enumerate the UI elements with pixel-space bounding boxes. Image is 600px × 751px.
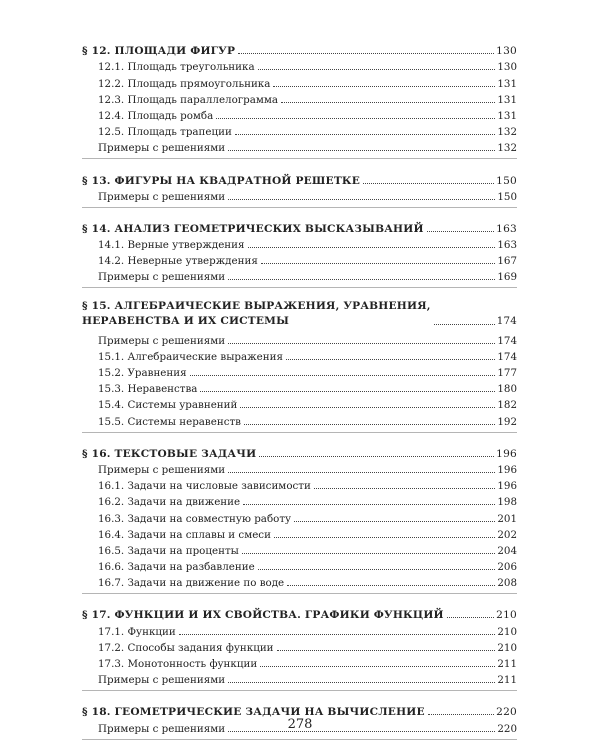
toc-section-17 bbox=[82, 605, 517, 691]
dot-leader bbox=[261, 263, 496, 264]
toc-entry bbox=[82, 379, 517, 395]
toc-entry bbox=[82, 654, 517, 670]
toc-section-16 bbox=[82, 444, 517, 595]
toc-page-number: 196 bbox=[497, 480, 517, 493]
toc-page-number: 169 bbox=[497, 271, 517, 284]
toc-section-14 bbox=[82, 219, 517, 289]
toc-heading-text: § 12. ПЛОЩАДИ ФИГУР bbox=[82, 45, 236, 58]
toc-entry-text: Примеры с решениями bbox=[98, 674, 226, 687]
toc-entry-text: 12.5. Площадь трапеции bbox=[98, 126, 232, 139]
toc-page-number: 167 bbox=[497, 255, 517, 268]
dot-leader bbox=[228, 472, 495, 473]
dot-leader bbox=[228, 343, 495, 344]
toc-page-number: 198 bbox=[497, 496, 517, 509]
toc-entry-text: 15.3. Неравенства bbox=[98, 383, 198, 396]
toc-page-number: 177 bbox=[497, 367, 517, 379]
dot-leader bbox=[243, 504, 495, 505]
toc-entry bbox=[82, 508, 517, 524]
dot-leader bbox=[228, 279, 495, 280]
dot-leader bbox=[190, 375, 496, 376]
dot-leader bbox=[286, 359, 495, 360]
toc-entry bbox=[82, 395, 517, 411]
toc-entry bbox=[82, 330, 517, 346]
toc-heading-text: § 17. ФУНКЦИИ И ИХ СВОЙСТВА. ГРАФИКИ ФУНКЦИЙ bbox=[82, 609, 444, 622]
toc-entry-text: 15.1. Алгебраические выражения bbox=[98, 350, 283, 363]
dot-leader bbox=[248, 247, 496, 248]
toc-entry-text: Примеры с решениями bbox=[98, 142, 226, 155]
toc-page-number: 206 bbox=[497, 561, 517, 574]
toc-entry bbox=[82, 460, 517, 476]
dot-leader bbox=[258, 69, 496, 70]
dot-leader bbox=[314, 488, 496, 489]
toc-entry-text: 15.5. Системы неравенств bbox=[98, 415, 241, 428]
toc-page-number: 211 bbox=[497, 658, 517, 670]
toc-page-number: 220 bbox=[496, 706, 517, 719]
toc-heading-text: § 14. АНАЛИЗ ГЕОМЕТРИЧЕСКИХ ВЫСКАЗЫВАНИЙ bbox=[82, 222, 424, 235]
toc-entry-text: Примеры с решениями bbox=[98, 722, 226, 735]
toc-entry-text: 17.2. Способы задания функции bbox=[98, 641, 274, 654]
toc-page-number: 130 bbox=[497, 61, 517, 74]
toc-entry-text: 17.1. Функции bbox=[98, 625, 176, 638]
dot-leader bbox=[238, 53, 494, 54]
toc-entry bbox=[82, 106, 517, 122]
dot-leader bbox=[235, 134, 495, 135]
toc-page-number: 131 bbox=[497, 77, 517, 90]
toc-entry-text: 14.2. Неверные утверждения bbox=[98, 255, 258, 268]
toc-page-number: 132 bbox=[497, 126, 517, 139]
toc-entry bbox=[82, 122, 517, 138]
table-of-contents bbox=[82, 41, 517, 751]
dot-leader bbox=[427, 231, 494, 232]
toc-heading bbox=[82, 702, 517, 718]
toc-entry-text: 12.4. Площадь ромба bbox=[98, 109, 214, 122]
toc-page-number: 174 bbox=[496, 315, 517, 328]
toc-entry bbox=[82, 251, 517, 267]
dot-leader bbox=[259, 456, 494, 457]
toc-page-number: 196 bbox=[497, 463, 517, 476]
toc-heading-text: § 13. ФИГУРЫ НА КВАДРАТНОЙ РЕШЕТКЕ bbox=[82, 174, 361, 187]
toc-entry-text: Примеры с решениями bbox=[98, 463, 226, 476]
toc-entry bbox=[82, 573, 517, 589]
toc-page-number: 208 bbox=[497, 577, 517, 590]
dot-leader bbox=[363, 183, 494, 184]
toc-entry bbox=[82, 557, 517, 573]
toc-entry bbox=[82, 670, 517, 686]
toc-entry-text: 12.3. Площадь параллелограмма bbox=[98, 93, 279, 106]
dot-leader bbox=[228, 682, 495, 683]
toc-entry-text: 17.3. Монотонность функции bbox=[98, 658, 258, 670]
toc-heading bbox=[82, 219, 517, 235]
dot-leader bbox=[244, 424, 495, 425]
toc-heading bbox=[82, 299, 517, 329]
toc-page-number: 174 bbox=[497, 334, 517, 347]
dot-leader bbox=[434, 324, 495, 325]
dot-leader bbox=[179, 634, 496, 635]
toc-page-number: 202 bbox=[497, 528, 517, 541]
toc-entry bbox=[82, 638, 517, 654]
toc-page-number: 210 bbox=[497, 625, 517, 638]
toc-entry-text: Примеры с решениями bbox=[98, 190, 226, 203]
dot-leader bbox=[277, 650, 496, 651]
toc-entry-text: 16.5. Задачи на проценты bbox=[98, 544, 239, 557]
dot-leader bbox=[216, 118, 495, 119]
toc-page-number: 180 bbox=[497, 383, 517, 396]
toc-page-number: 131 bbox=[497, 93, 517, 106]
toc-page-number: 204 bbox=[497, 544, 517, 557]
dot-leader bbox=[273, 86, 495, 87]
toc-entry-text: 12.1. Площадь треугольника bbox=[98, 61, 255, 74]
dot-leader bbox=[274, 537, 495, 538]
toc-entry-text: 16.4. Задачи на сплавы и смеси bbox=[98, 528, 271, 541]
toc-entry-text: Примеры с решениями bbox=[98, 271, 226, 284]
toc-entry bbox=[82, 476, 517, 492]
toc-page-number: 192 bbox=[497, 415, 517, 428]
toc-page-number: 131 bbox=[497, 109, 517, 122]
toc-entry-text: 14.1. Верные утверждения bbox=[98, 239, 245, 252]
dot-leader bbox=[287, 585, 495, 586]
toc-entry-text: 16.1. Задачи на числовые зависимости bbox=[98, 480, 311, 493]
toc-page-number: 163 bbox=[497, 239, 517, 252]
toc-entry-text: 16.3. Задачи на совместную работу bbox=[98, 512, 292, 525]
toc-heading-text: § 16. ТЕКСТОВЫЕ ЗАДАЧИ bbox=[82, 447, 257, 460]
toc-heading bbox=[82, 444, 517, 460]
toc-entry bbox=[82, 363, 517, 379]
toc-entry-text: 16.7. Задачи на движение по воде bbox=[98, 577, 285, 590]
toc-entry bbox=[82, 525, 517, 541]
toc-page-number: 210 bbox=[496, 609, 517, 622]
toc-page-number: 182 bbox=[497, 399, 517, 412]
toc-entry-text: 16.2. Задачи на движение bbox=[98, 496, 241, 509]
dot-leader bbox=[200, 391, 495, 392]
toc-entry-text: 15.2. Уравнения bbox=[98, 367, 187, 379]
toc-heading bbox=[82, 41, 517, 57]
dot-leader bbox=[242, 553, 495, 554]
toc-page-number: 163 bbox=[496, 222, 517, 235]
toc-section-15 bbox=[82, 299, 517, 432]
toc-entry bbox=[82, 541, 517, 557]
toc-page-number: 211 bbox=[497, 674, 517, 687]
toc-heading bbox=[82, 170, 517, 186]
toc-entry bbox=[82, 138, 517, 154]
toc-page-number: 196 bbox=[496, 447, 517, 460]
toc-entry bbox=[82, 235, 517, 251]
dot-leader bbox=[258, 569, 496, 570]
toc-entry-text: 16.6. Задачи на разбавление bbox=[98, 561, 255, 574]
toc-heading bbox=[82, 605, 517, 621]
toc-entry bbox=[82, 57, 517, 73]
dot-leader bbox=[428, 714, 494, 715]
dot-leader bbox=[447, 617, 494, 618]
toc-entry bbox=[82, 621, 517, 637]
toc-heading-line: НЕРАВЕНСТВА И ИХ СИСТЕМЫ bbox=[82, 315, 290, 328]
page-number: 278 bbox=[287, 717, 313, 732]
toc-page-number: 150 bbox=[496, 174, 517, 187]
toc-entry bbox=[82, 267, 517, 283]
toc-page-number: 150 bbox=[497, 190, 517, 203]
toc-entry bbox=[82, 73, 517, 89]
toc-entry bbox=[82, 492, 517, 508]
toc-heading-line: § 15. АЛГЕБРАИЧЕСКИЕ ВЫРАЖЕНИЯ, УРАВНЕНИЯ, bbox=[82, 300, 431, 313]
toc-entry bbox=[82, 347, 517, 363]
dot-leader bbox=[260, 666, 495, 667]
toc-entry-text: Примеры с решениями bbox=[98, 334, 226, 347]
toc-heading-text: § 18. ГЕОМЕТРИЧЕСКИЕ ЗАДАЧИ НА ВЫЧИСЛЕНИЕ bbox=[82, 706, 425, 719]
toc-heading-text bbox=[82, 299, 431, 329]
toc-page-number: 174 bbox=[497, 350, 517, 363]
toc-entry-text: 12.2. Площадь прямоугольника bbox=[98, 77, 271, 90]
dot-leader bbox=[281, 102, 495, 103]
dot-leader bbox=[240, 407, 495, 408]
dot-leader bbox=[228, 150, 495, 151]
dot-leader bbox=[294, 521, 495, 522]
toc-entry bbox=[82, 90, 517, 106]
toc-section-13 bbox=[82, 170, 517, 207]
toc-entry-text: 15.4. Системы уравнений bbox=[98, 399, 238, 412]
toc-page-number: 220 bbox=[497, 722, 517, 735]
toc-page-number: 201 bbox=[497, 512, 517, 525]
toc-section-12 bbox=[82, 41, 517, 159]
dot-leader bbox=[228, 199, 495, 200]
toc-page-number: 132 bbox=[497, 142, 517, 155]
toc-entry bbox=[82, 411, 517, 427]
toc-entry bbox=[82, 187, 517, 203]
toc-page-number: 210 bbox=[497, 641, 517, 654]
toc-page-number: 130 bbox=[496, 45, 517, 58]
